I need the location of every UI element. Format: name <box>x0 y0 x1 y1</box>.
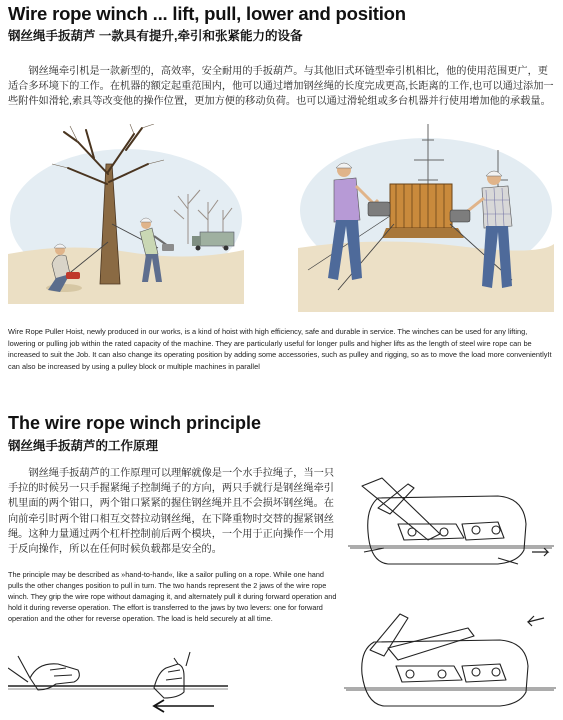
illustration-two-workers <box>298 120 554 312</box>
section1-body-cn: 钢丝绳牵引机是一款新型的，高效率，安全耐用的手扳葫芦。与其他旧式环链型牵引机相比，他的使用范围更广，更适合多环境下的工作。在机器的额定起重范围内，他可以通过增加钢丝绳的长度完成更高,长距离的工作,也可以通过添加一些附件如滑轮,索具等改变他的操作位置，更加方便的移动负荷。也可以通过滑轮组或多台机器并行使用增加他的承载量。 <box>8 66 554 107</box>
hands-on-rope-illustration <box>8 648 228 716</box>
section2-body-cn: 钢丝绳手扳葫芦的工作原理可以理解就像是一个水手拉绳子，当一只手拉的时候另一只手握紧绳子控制绳子的方向，两只手就行是钢丝绳牵引机里面的两个钳口，两个钳口紧紧的握住钢丝绳并且不会损坏钢丝绳。在向前牵引时两个钳口相互交替拉动钢丝绳，在下降重物时交替的握紧钢丝绳。这种力量通过两个杠杆控制前后两个模块，一个用于正向操作一个用于反向操作，所以在任何时候负载都是安全的。 <box>8 468 335 556</box>
section1-body-en: Wire Rope Puller Hoist, newly produced in our works, is a kind of hoist with high efficiency, safe and durable in service. The winches can be used for any lifting, lowering or pulling job within the rated capacity of the machine. They are particularly useful for longer pulls and higher lifts as the length of steel wire rope can be increased to suit the Job. It can also change its operating position by adding some accessories, such as pulley and rigging, so as to move the load more convenientlyIt can also be increased by using a pulley block or multiple machines in parallel <box>8 327 552 371</box>
illustration-tree-pulling <box>8 124 244 304</box>
winch-diagram-reverse <box>344 600 556 716</box>
section2-body-en: The principle may be described as »hand-to-hand«, like a sailor pulling on a rope. While one hand pulls the other changes position to pull in turn. The two hands represent the 2 jaws of the wire rope winch. They grip the wire rope without damaging it, and alternately pull it during forward operation and hold it during reverse operation. The effort is transferred to the jaws by two levers: one for forward operation and the other for reverse operation. The load is held securely at all time. <box>8 570 337 623</box>
section1-title: Wire rope winch ... lift, pull, lower and position <box>8 3 406 24</box>
section2-subtitle-cn: 钢丝绳手扳葫芦的工作原理 <box>8 439 159 453</box>
winch-diagram-forward <box>348 468 554 580</box>
section1-subtitle-cn: 钢丝绳手扳葫芦 一款具有提升,牵引和张紧能力的设备 <box>8 29 303 43</box>
section2-title: The wire rope winch principle <box>8 413 262 433</box>
